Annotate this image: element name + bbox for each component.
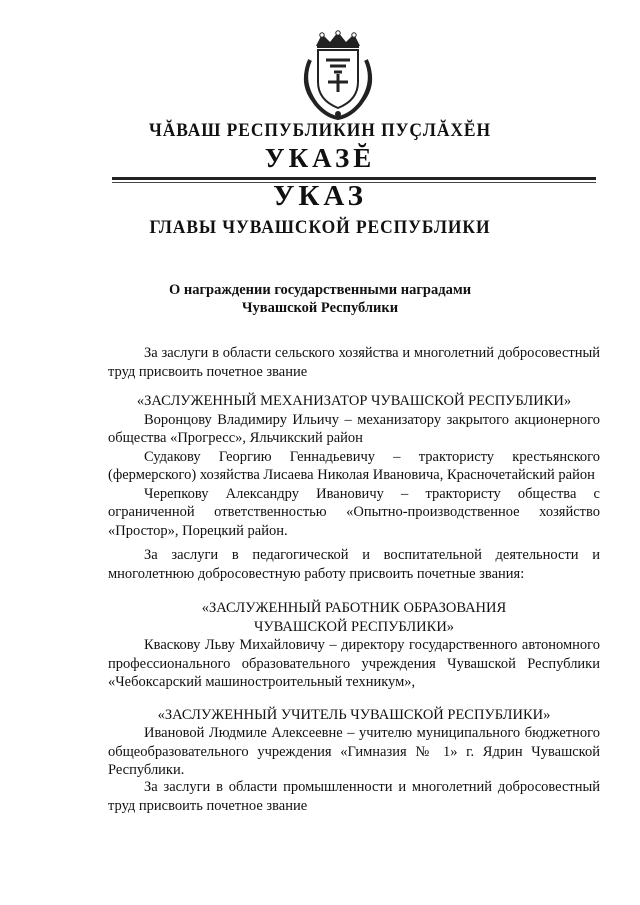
russian-header-line2: ГЛАВЫ ЧУВАШСКОЙ РЕСПУБЛИКИ — [149, 217, 491, 238]
section1-person1: Воронцову Владимиру Ильичу – механизатору закрытого акционерного общества «Прогресс», Яльчикский район — [108, 411, 600, 446]
section2-title2: «ЗАСЛУЖЕННЫЙ УЧИТЕЛЬ ЧУВАШСКОЙ РЕСПУБЛИКИ» — [157, 706, 551, 723]
section2-title1-line2: ЧУВАШСКОЙ РЕСПУБЛИКИ» — [253, 618, 455, 635]
chuvash-header-line2: УКАЗĔ — [264, 143, 376, 173]
chuvash-coat-of-arms-icon — [296, 30, 380, 120]
section-education — [108, 546, 600, 780]
section2-person1: Кваскову Льву Михайловичу – директору государственного автономного профессионального образовательного учреждения Чувашской Республики «Чебоксарский машиностроительный техникум», — [108, 637, 600, 690]
chuvash-header-line1: ЧĂВАШ РЕСПУБЛИКИН ПУҪЛĂХĔН — [148, 120, 492, 141]
section1-title: «ЗАСЛУЖЕННЫЙ МЕХАНИЗАТОР ЧУВАШСКОЙ РЕСПУБЛИКИ» — [136, 393, 572, 409]
section2-title1-line1: «ЗАСЛУЖЕННЫЙ РАБОТНИК ОБРАЗОВАНИЯ — [201, 600, 507, 616]
subject-line1: О награждении государственными наградами — [168, 282, 472, 298]
section3-intro: За заслуги в области промышленности и многолетний добросовестный труд присвоить почетное звание — [108, 779, 600, 814]
section-agriculture — [108, 344, 600, 540]
section1-intro: За заслуги в области сельского хозяйства и многолетний добросовестный труд присвоить почетное звание — [108, 345, 600, 380]
section2-intro: За заслуги в педагогической и воспитательной деятельности и многолетнюю добросовестную работу присвоить почетные звания: — [108, 547, 600, 582]
section1-person3: Черепкову Александру Ивановичу – трактористу общества с ограниченной ответственностью «Опытно-производственное хозяйство «Простор», Порецкий район. — [108, 485, 600, 539]
subject-line2: Чувашской Республики — [241, 300, 399, 316]
russian-header-line1: УКАЗ — [273, 180, 367, 212]
section1-person2: Судакову Георгию Геннадьевичу – трактористу крестьянского (фермерского) хозяйства Лисаева Николая Ивановича, Красночетайский район — [108, 448, 600, 483]
section-industry — [108, 778, 600, 815]
section2-person2: Ивановой Людмиле Алексеевне – учителю муниципального бюджетного общеобразовательного учреждения «Гимназия № 1» г. Ядрин Чувашской Республики. — [108, 725, 600, 778]
decree-subject — [0, 281, 640, 317]
